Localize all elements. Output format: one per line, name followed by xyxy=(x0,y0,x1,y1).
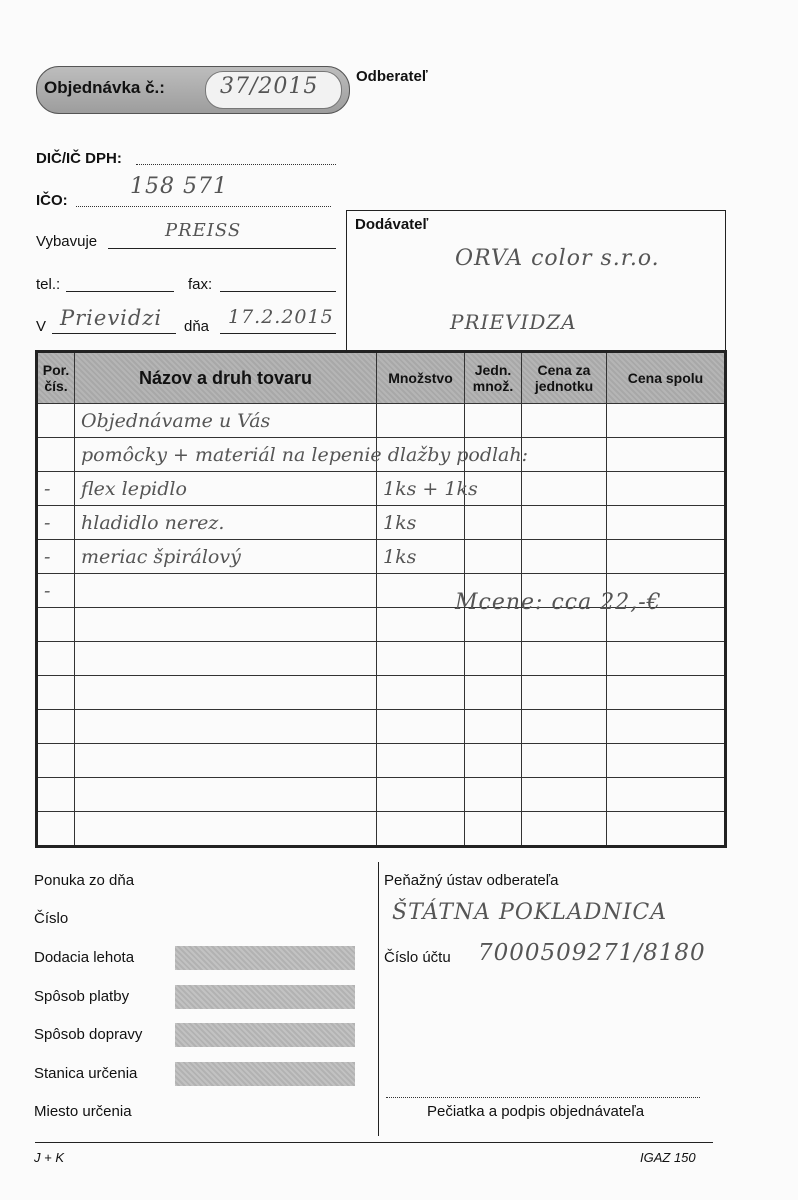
col-header-no: Por. čís. xyxy=(37,352,75,404)
account-value: 7000509271/8180 xyxy=(478,940,706,966)
bank-value: ŠTÁTNA POKLADNICA xyxy=(392,900,668,925)
order-number-value: 37/2015 xyxy=(220,74,319,99)
row-total[interactable] xyxy=(607,642,726,676)
footer-rule xyxy=(35,1142,713,1143)
bottom-divider xyxy=(378,862,379,1136)
row-name[interactable]: flex lepidlo xyxy=(75,472,377,506)
issued-by-label: Vybavuje xyxy=(36,233,98,250)
date-label: dňa xyxy=(184,318,210,335)
col-header-unit: Jedn. množ. xyxy=(465,352,522,404)
row-unit-price[interactable] xyxy=(522,506,607,540)
row-name[interactable]: hladidlo nerez. xyxy=(75,506,377,540)
stamp-label: Pečiatka a podpis objednávateľa xyxy=(427,1103,645,1120)
ico-label: IČO: xyxy=(36,192,68,209)
row-qty[interactable]: 1ks xyxy=(377,506,465,540)
row-qty[interactable] xyxy=(377,574,465,608)
row-unit[interactable] xyxy=(465,812,522,847)
row-unit[interactable] xyxy=(465,404,522,438)
row-unit-price[interactable] xyxy=(522,438,607,472)
table-row xyxy=(37,676,726,710)
table-row xyxy=(37,778,726,812)
price-note: Mcene: cca 22,-€ xyxy=(455,590,662,615)
row-qty[interactable]: 1ks + 1ks xyxy=(377,472,465,506)
signature-line[interactable] xyxy=(386,1096,700,1098)
place-prefix: V xyxy=(36,318,47,335)
col-header-name: Názov a druh tovaru xyxy=(75,352,377,404)
row-total[interactable] xyxy=(607,778,726,812)
row-no[interactable] xyxy=(37,676,75,710)
row-no[interactable] xyxy=(37,778,75,812)
row-name[interactable]: meriac špirálový xyxy=(75,540,377,574)
destination-place-label: Miesto určenia xyxy=(34,1103,132,1120)
table-row xyxy=(37,744,726,778)
col-header-unit-price: Cena za jednotku xyxy=(522,352,607,404)
row-total[interactable] xyxy=(607,506,726,540)
row-no[interactable] xyxy=(37,608,75,642)
table-row xyxy=(37,506,726,540)
table-header-row xyxy=(37,352,726,404)
row-unit-price[interactable] xyxy=(522,744,607,778)
fax-field[interactable] xyxy=(220,290,336,292)
row-unit[interactable] xyxy=(465,676,522,710)
supplier-heading: Dodávateľ xyxy=(355,216,429,233)
row-qty[interactable] xyxy=(377,642,465,676)
row-unit-price[interactable] xyxy=(522,710,607,744)
row-unit[interactable] xyxy=(465,506,522,540)
row-no[interactable] xyxy=(37,438,75,472)
row-total[interactable] xyxy=(607,404,726,438)
row-unit-price[interactable] xyxy=(522,404,607,438)
col-header-total: Cena spolu xyxy=(607,352,726,404)
row-qty[interactable] xyxy=(377,404,465,438)
row-no[interactable]: - xyxy=(37,574,75,608)
table-row xyxy=(37,812,726,847)
destination-station-field[interactable] xyxy=(175,1062,355,1086)
destination-station-label: Stanica určenia xyxy=(34,1065,138,1082)
supplier-city: PRIEVIDZA xyxy=(450,310,577,334)
row-qty[interactable] xyxy=(377,744,465,778)
row-no[interactable] xyxy=(37,744,75,778)
row-total[interactable] xyxy=(607,472,726,506)
number-label: Číslo xyxy=(34,910,69,927)
fax-label: fax: xyxy=(188,276,213,293)
row-no[interactable]: - xyxy=(37,472,75,506)
order-label: Objednávka č.: xyxy=(44,78,165,97)
row-unit[interactable] xyxy=(465,778,522,812)
tel-field[interactable] xyxy=(66,290,174,292)
row-name[interactable] xyxy=(75,812,377,847)
account-label: Číslo účtu xyxy=(384,949,451,966)
row-qty[interactable]: 1ks xyxy=(377,540,465,574)
ico-field[interactable] xyxy=(76,205,331,207)
row-no[interactable] xyxy=(37,710,75,744)
bank-label: Peňažný ústav odberateľa xyxy=(384,872,559,889)
row-name[interactable] xyxy=(75,574,377,608)
shipping-method-label: Spôsob dopravy xyxy=(34,1026,143,1043)
row-unit-price[interactable] xyxy=(522,540,607,574)
row-unit[interactable] xyxy=(465,744,522,778)
row-name[interactable]: pomôcky + materiál na lepenie dlažby podlah: xyxy=(75,438,377,472)
row-name[interactable] xyxy=(75,608,377,642)
row-name[interactable] xyxy=(75,676,377,710)
table-row xyxy=(37,710,726,744)
row-qty[interactable] xyxy=(377,608,465,642)
ico-value: 158 571 xyxy=(130,174,228,199)
offer-date-label: Ponuka zo dňa xyxy=(34,872,135,889)
shipping-method-field[interactable] xyxy=(175,1023,355,1047)
row-unit-price[interactable] xyxy=(522,812,607,847)
row-name[interactable] xyxy=(75,744,377,778)
date-field[interactable] xyxy=(220,332,336,334)
row-no[interactable] xyxy=(37,812,75,847)
row-name[interactable] xyxy=(75,642,377,676)
row-total[interactable] xyxy=(607,744,726,778)
row-total[interactable] xyxy=(607,710,726,744)
table-row xyxy=(37,438,726,472)
dic-field[interactable] xyxy=(136,163,336,165)
issued-by-value: PREISS xyxy=(165,220,242,241)
delivery-time-field[interactable] xyxy=(175,946,355,970)
row-qty[interactable] xyxy=(377,778,465,812)
row-unit-price[interactable] xyxy=(522,642,607,676)
row-qty[interactable] xyxy=(377,812,465,847)
row-unit-price[interactable] xyxy=(522,472,607,506)
row-unit[interactable] xyxy=(465,710,522,744)
table-row xyxy=(37,472,726,506)
tel-label: tel.: xyxy=(36,276,61,293)
row-unit-price[interactable] xyxy=(522,778,607,812)
supplier-name: ORVA color s.r.o. xyxy=(455,246,660,271)
row-unit[interactable] xyxy=(465,540,522,574)
payment-method-label: Spôsob platby xyxy=(34,988,130,1005)
row-no[interactable] xyxy=(37,404,75,438)
row-no[interactable]: - xyxy=(37,506,75,540)
row-name[interactable] xyxy=(75,778,377,812)
place-value: Prievidzi xyxy=(60,306,163,330)
table-row xyxy=(37,540,726,574)
row-name[interactable] xyxy=(75,710,377,744)
row-qty[interactable] xyxy=(377,676,465,710)
row-total[interactable] xyxy=(607,812,726,847)
issued-by-field[interactable] xyxy=(108,247,336,249)
delivery-time-label: Dodacia lehota xyxy=(34,949,135,966)
payment-method-field[interactable] xyxy=(175,985,355,1009)
row-qty[interactable] xyxy=(377,710,465,744)
row-name[interactable]: Objednávame u Vás xyxy=(75,404,377,438)
footer-left: J + K xyxy=(34,1150,64,1165)
row-unit[interactable] xyxy=(465,642,522,676)
row-no[interactable] xyxy=(37,642,75,676)
date-value: 17.2.2015 xyxy=(228,306,334,328)
row-total[interactable] xyxy=(607,676,726,710)
row-total[interactable] xyxy=(607,438,726,472)
table-row xyxy=(37,642,726,676)
row-unit-price[interactable] xyxy=(522,676,607,710)
place-field[interactable] xyxy=(52,332,176,334)
row-total[interactable] xyxy=(607,540,726,574)
col-header-qty: Množstvo xyxy=(377,352,465,404)
dic-label: DIČ/IČ DPH: xyxy=(36,150,122,167)
table-row xyxy=(37,404,726,438)
row-no[interactable]: - xyxy=(37,540,75,574)
customer-heading: Odberateľ xyxy=(356,68,428,85)
footer-right: IGAZ 150 xyxy=(640,1150,696,1165)
